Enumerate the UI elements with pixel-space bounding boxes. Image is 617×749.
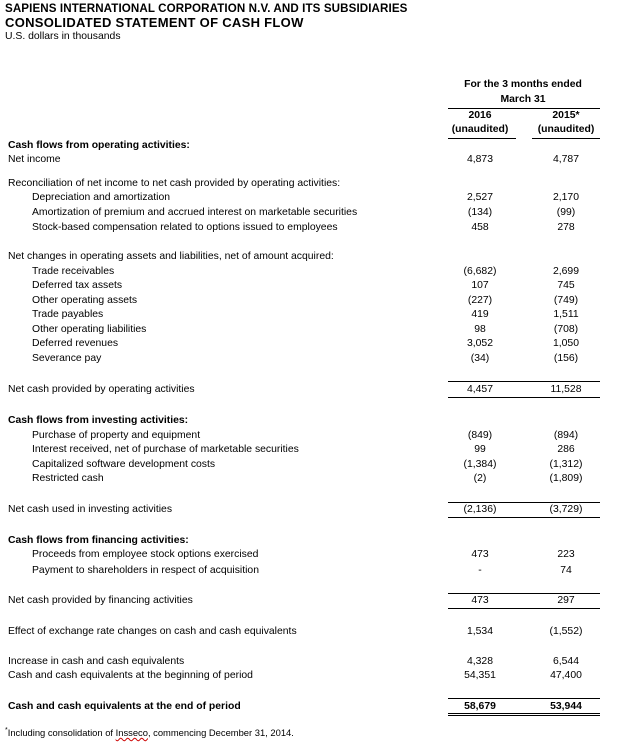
- row-label: Stock-based compensation related to options issued to employees: [32, 222, 338, 233]
- value-2016: 4,328: [466, 656, 493, 667]
- footnote: [5, 727, 294, 738]
- section-heading-operating: [0, 139, 617, 153]
- value-2016: 4,873: [466, 154, 493, 165]
- value-2016: (34): [470, 353, 490, 364]
- value-2015: (1,312): [549, 459, 583, 470]
- value-2015: 74: [560, 565, 572, 576]
- audit-status-2015: (unaudited): [537, 124, 595, 135]
- row-label: Reconciliation of net income to net cash provided by operating activities:: [8, 178, 341, 189]
- value-2015: 297: [557, 595, 575, 606]
- row-stock-compensation: [0, 221, 617, 235]
- total-rule-end-period-a: [448, 713, 600, 714]
- row-exchange-rate-effect: [0, 625, 617, 639]
- row-restricted-cash: [0, 472, 617, 486]
- row-label: Deferred tax assets: [32, 280, 123, 291]
- row-label: Severance pay: [32, 353, 102, 364]
- value-2016: 473: [471, 549, 489, 560]
- value-2015: 286: [557, 444, 575, 455]
- row-other-operating-assets: [0, 294, 617, 308]
- value-2016: -: [478, 565, 482, 576]
- value-2016: 3,052: [466, 338, 493, 349]
- value-2015: (708): [553, 324, 579, 335]
- row-severance-pay: [0, 352, 617, 366]
- header-rule: [448, 108, 600, 109]
- value-2015: 278: [557, 222, 575, 233]
- year-2016-header: 2016: [468, 110, 492, 121]
- value-2015: (1,552): [549, 626, 583, 637]
- row-amortization-premium: [0, 206, 617, 220]
- value-2016: 419: [471, 309, 489, 320]
- value-2016: 54,351: [464, 670, 496, 681]
- row-label: Payment to shareholders in respect of acquisition: [32, 565, 259, 576]
- value-2016: (849): [467, 430, 493, 441]
- value-2015: 6,544: [552, 656, 579, 667]
- value-2016: 1,534: [466, 626, 493, 637]
- row-label: Restricted cash: [32, 473, 104, 484]
- row-label: Cash flows from operating activities:: [8, 140, 190, 151]
- row-cash-beginning: [0, 669, 617, 683]
- row-purchase-property: [0, 429, 617, 443]
- section-heading-financing: [0, 534, 617, 548]
- period-date-header: March 31: [500, 94, 546, 105]
- row-label: Cash and cash equivalents at the beginning of period: [8, 670, 253, 681]
- value-2015: 2,699: [552, 266, 579, 277]
- row-other-operating-liabilities: [0, 323, 617, 337]
- value-2015: (99): [556, 207, 576, 218]
- row-label: Depreciation and amortization: [32, 192, 171, 203]
- row-label: Purchase of property and equipment: [32, 430, 201, 441]
- period-header: For the 3 months ended: [464, 79, 582, 90]
- row-label: Net cash provided by financing activities: [8, 595, 193, 606]
- audit-status-2016: (unaudited): [451, 124, 509, 135]
- row-deferred-revenues: [0, 337, 617, 351]
- row-increase-in-cash: [0, 655, 617, 669]
- value-2015: 223: [557, 549, 575, 560]
- value-2016: 458: [471, 222, 489, 233]
- value-2016: 58,679: [464, 701, 496, 712]
- statement-title: CONSOLIDATED STATEMENT OF CASH FLOW: [5, 15, 304, 30]
- row-depreciation: [0, 191, 617, 205]
- value-2015: (3,729): [549, 504, 583, 515]
- footnote-suffix: , commencing December 31, 2014.: [147, 727, 294, 738]
- company-name: SAPIENS INTERNATIONAL CORPORATION N.V. AND ITS SUBSIDIARIES: [5, 2, 408, 15]
- row-label: Capitalized software development costs: [32, 459, 216, 470]
- footnote-marker: *: [5, 726, 8, 734]
- row-label: Proceeds from employee stock options exercised: [32, 549, 259, 560]
- value-2016: (2): [473, 473, 487, 484]
- total-rule-investing: [448, 517, 600, 518]
- row-label: Cash flows from investing activities:: [8, 415, 189, 426]
- subtotal-rule-end-period: [448, 698, 600, 699]
- row-net-cash-investing: [0, 503, 617, 517]
- value-2015: 47,400: [550, 670, 582, 681]
- value-2015: 1,050: [552, 338, 579, 349]
- row-payment-shareholders: [0, 564, 617, 578]
- total-rule-operating: [448, 397, 600, 398]
- row-label: Trade receivables: [32, 266, 115, 277]
- row-label: Net cash used in investing activities: [8, 504, 173, 515]
- row-capitalized-software: [0, 458, 617, 472]
- value-2015: 745: [557, 280, 575, 291]
- value-2015: 53,944: [550, 701, 582, 712]
- value-2016: (6,682): [463, 266, 497, 277]
- row-label: Net cash provided by operating activities: [8, 384, 195, 395]
- footnote-prefix: Including consolidation of: [7, 727, 116, 738]
- row-label: Other operating assets: [32, 295, 138, 306]
- row-label: Net changes in operating assets and liabilities, net of amount acquired:: [8, 251, 334, 262]
- row-label: Cash and cash equivalents at the end of period: [8, 701, 241, 712]
- total-rule-financing: [448, 608, 600, 609]
- row-interest-received: [0, 443, 617, 457]
- row-net-cash-operating: [0, 383, 617, 397]
- row-label: Cash flows from financing activities:: [8, 535, 189, 546]
- row-label: Increase in cash and cash equivalents: [8, 656, 185, 667]
- value-2016: (227): [467, 295, 493, 306]
- year-2015-header: 2015*: [552, 110, 580, 121]
- row-reconciliation-heading: [0, 177, 617, 191]
- section-heading-investing: [0, 414, 617, 428]
- row-net-cash-financing: [0, 594, 617, 608]
- value-2016: 107: [471, 280, 489, 291]
- subtotal-rule-operating: [448, 381, 600, 382]
- value-2015: (894): [553, 430, 579, 441]
- value-2015: (749): [553, 295, 579, 306]
- subtotal-rule-financing: [448, 593, 600, 594]
- value-2016: (2,136): [463, 504, 497, 515]
- row-deferred-tax-assets: [0, 279, 617, 293]
- row-changes-heading: [0, 250, 617, 264]
- value-2015: 4,787: [552, 154, 579, 165]
- value-2015: (156): [553, 353, 579, 364]
- row-net-income: [0, 153, 617, 167]
- row-trade-payables: [0, 308, 617, 322]
- value-2015: 1,511: [553, 309, 579, 320]
- value-2015: (1,809): [549, 473, 583, 484]
- value-2016: 4,457: [466, 384, 493, 395]
- row-label: Amortization of premium and accrued interest on marketable securities: [32, 207, 358, 218]
- total-rule-end-period-b: [448, 715, 600, 716]
- row-label: Interest received, net of purchase of marketable securities: [32, 444, 299, 455]
- subtotal-rule-investing: [448, 502, 600, 503]
- row-stock-options-proceeds: [0, 548, 617, 562]
- currency-units: U.S. dollars in thousands: [5, 31, 121, 42]
- value-2015: 2,170: [552, 192, 579, 203]
- value-2015: 11,528: [550, 384, 582, 395]
- value-2016: 2,527: [466, 192, 493, 203]
- value-2016: 98: [474, 324, 486, 335]
- row-label: Trade payables: [32, 309, 104, 320]
- row-trade-receivables: [0, 265, 617, 279]
- value-2016: 99: [474, 444, 486, 455]
- footnote-entity: Insseco: [115, 727, 148, 738]
- row-label: Other operating liabilities: [32, 324, 147, 335]
- value-2016: (1,384): [463, 459, 497, 470]
- row-label: Net income: [8, 154, 61, 165]
- value-2016: 473: [471, 595, 489, 606]
- value-2016: (134): [467, 207, 493, 218]
- row-label: Deferred revenues: [32, 338, 119, 349]
- row-cash-end-of-period: [0, 700, 617, 714]
- row-label: Effect of exchange rate changes on cash and cash equivalents: [8, 626, 297, 637]
